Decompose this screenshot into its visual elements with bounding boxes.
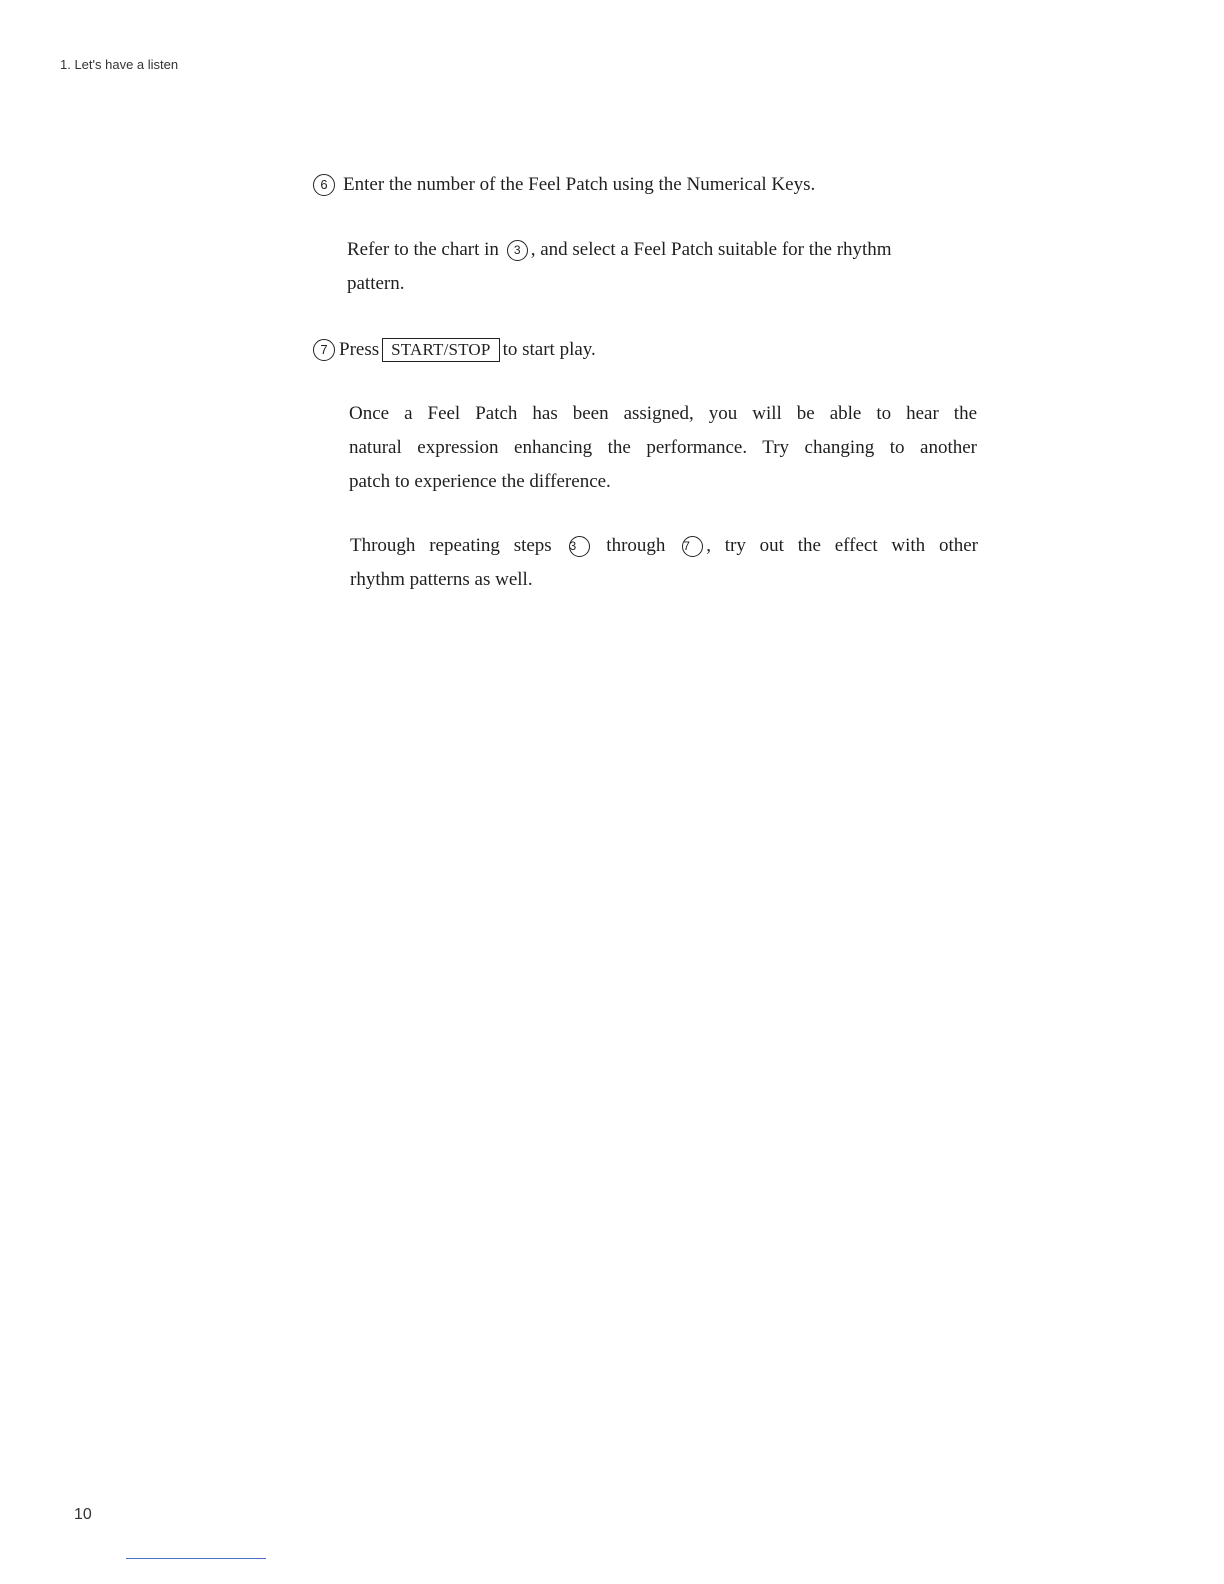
step-6-detail-before: Refer to the chart in <box>347 239 499 260</box>
step-6-detail-line-1 <box>347 233 975 267</box>
step-7-para2-line-1 <box>350 529 978 563</box>
step-7-marker: 7 <box>313 339 335 361</box>
step-7-para2-line-2: rhythm patterns as well. <box>350 569 533 590</box>
step-7-para2-before: Through repeating steps <box>350 535 552 556</box>
start-stop-key-label: START/STOP <box>382 338 499 362</box>
step-7-para2-mid: through <box>606 535 666 556</box>
step-7-para2-after: , try out the effect with other <box>706 535 979 556</box>
page-number: 10 <box>74 1506 92 1523</box>
step-6-text: Enter the number of the Feel Patch using the Numerical Keys. <box>343 174 816 195</box>
bottom-rule <box>126 1558 266 1559</box>
step-7-reference-marker: 7 <box>682 536 703 557</box>
step-7-text-after: to start play. <box>502 339 596 360</box>
step-3-reference-marker: 3 <box>507 240 528 261</box>
step-7-text-before: Press <box>339 339 380 360</box>
running-header: 1. Let's have a listen <box>60 57 179 72</box>
step-7-para1-line-1: Once a Feel Patch has been assigned, you will be able to hear the <box>349 403 977 424</box>
step-6-instruction <box>313 173 815 197</box>
step-7-paragraph-2 <box>350 529 978 597</box>
step-7-para1-line-3: patch to experience the difference. <box>349 471 611 492</box>
step-3-reference-marker-2: 3 <box>569 536 590 557</box>
step-7-para1-line-2: natural expression enhancing the performance. Try changing to another <box>349 437 977 458</box>
step-6-detail-line-2: pattern. <box>347 273 405 294</box>
step-6-marker: 6 <box>313 174 335 196</box>
step-7-instruction <box>313 338 596 362</box>
step-6-detail-after: , and select a Feel Patch suitable for the rhythm <box>530 239 892 260</box>
step-6-detail <box>347 233 975 301</box>
step-7-paragraph-1 <box>349 397 977 499</box>
